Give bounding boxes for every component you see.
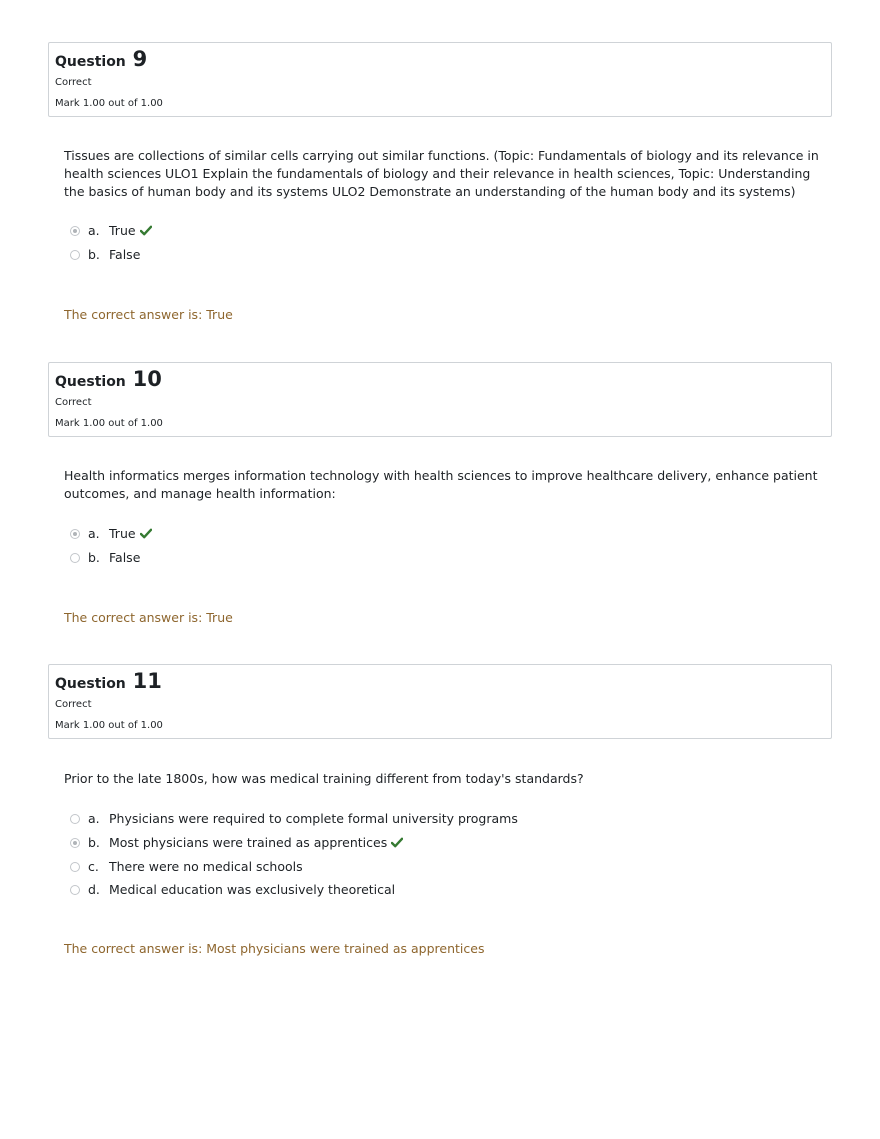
question-grade: Mark 1.00 out of 1.00 [55, 418, 163, 429]
question-number: 11 [132, 669, 162, 693]
question-label: Question [55, 374, 126, 390]
question-title [55, 367, 162, 391]
correct-answer-feedback: The correct answer is: Most physicians were trained as apprentices [64, 941, 485, 956]
answer-letter: b. [88, 247, 100, 262]
question-label: Question [55, 54, 126, 70]
answer-text-wrap [109, 524, 152, 544]
question-grade: Mark 1.00 out of 1.00 [55, 720, 163, 731]
answer-text: True [109, 223, 136, 238]
answer-letter: b. [88, 835, 100, 850]
answer-text: True [109, 526, 136, 541]
radio-button[interactable] [70, 226, 80, 236]
answer-letter: a. [88, 811, 100, 826]
answer-text: False [109, 247, 141, 262]
radio-button[interactable] [70, 862, 80, 872]
radio-button[interactable] [70, 529, 80, 539]
answer-text: Medical education was exclusively theoretical [109, 882, 396, 897]
question-info-box [48, 362, 832, 437]
correct-answer-feedback: The correct answer is: True [64, 307, 233, 322]
answer-option-a[interactable] [70, 524, 770, 544]
answer-option-c[interactable] [70, 857, 770, 877]
question-number: 9 [132, 47, 148, 71]
question-text: Tissues are collections of similar cells carrying out similar functions. (Topic: Fundamentals of biology and its relevance in health sciences ULO1 Explain the fundamentals of biology and their relevance in health sciences, Topic: Understanding the basics of human body and its systems ULO2 Demonstrate an understanding of the human body and its systems) [64, 148, 819, 199]
question-label: Question [55, 676, 126, 692]
question-info-box [48, 664, 832, 739]
question-text: Health informatics merges information technology with health sciences to improve healthcare delivery, enhance patient outcomes, and manage health information: [64, 468, 818, 501]
radio-button[interactable] [70, 885, 80, 895]
answer-text: Most physicians were trained as apprentices [109, 835, 388, 850]
answer-text-wrap [109, 221, 152, 241]
question-state: Correct [55, 77, 92, 88]
answer-text: False [109, 550, 141, 565]
answer-text-wrap [109, 833, 403, 853]
answer-option-a[interactable] [70, 809, 770, 829]
answer-option-b[interactable] [70, 548, 770, 568]
answer-letter: c. [88, 859, 99, 874]
answer-option-a[interactable] [70, 221, 770, 241]
question-title [55, 47, 147, 71]
question-number: 10 [132, 367, 162, 391]
question-text: Prior to the late 1800s, how was medical training different from today's standards? [64, 771, 584, 786]
question-state: Correct [55, 397, 92, 408]
check-icon [391, 837, 403, 848]
answer-letter: a. [88, 526, 100, 541]
answer-letter: a. [88, 223, 100, 238]
answer-option-d[interactable] [70, 880, 770, 900]
answer-option-b[interactable] [70, 833, 770, 853]
correct-answer-feedback: The correct answer is: True [64, 610, 233, 625]
radio-button[interactable] [70, 838, 80, 848]
answer-letter: b. [88, 550, 100, 565]
answer-option-b[interactable] [70, 245, 770, 265]
question-title [55, 669, 162, 693]
radio-button[interactable] [70, 250, 80, 260]
question-info-box [48, 42, 832, 117]
check-icon [140, 528, 152, 539]
question-grade: Mark 1.00 out of 1.00 [55, 98, 163, 109]
answer-text: There were no medical schools [109, 859, 303, 874]
answer-letter: d. [88, 882, 100, 897]
answer-text: Physicians were required to complete formal university programs [109, 811, 518, 826]
question-state: Correct [55, 699, 92, 710]
radio-button[interactable] [70, 814, 80, 824]
check-icon [140, 225, 152, 236]
radio-button[interactable] [70, 553, 80, 563]
